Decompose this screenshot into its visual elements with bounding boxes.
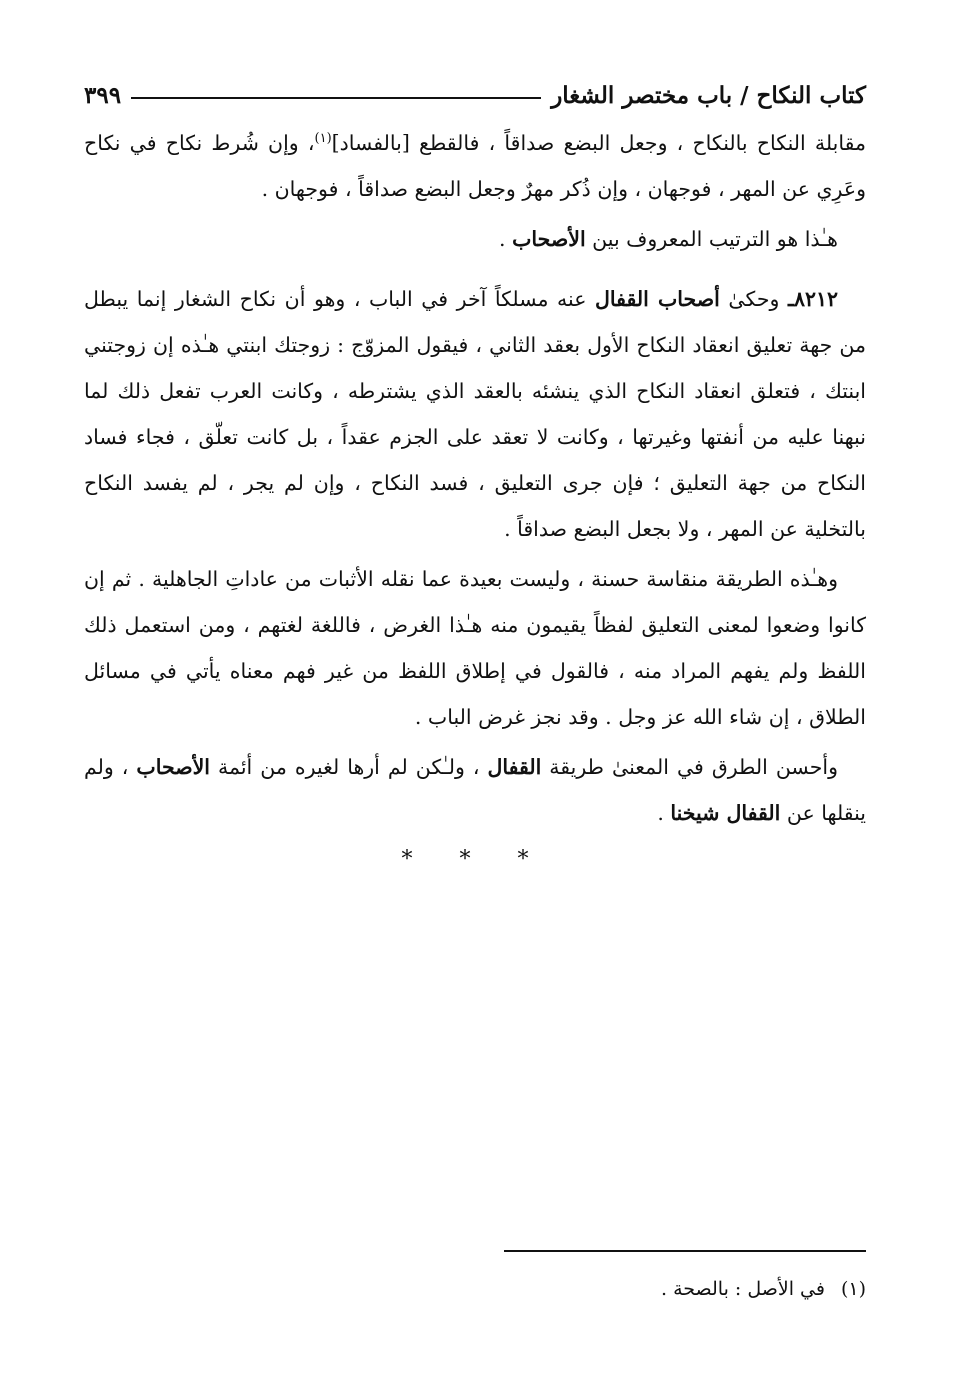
running-header [84, 70, 866, 120]
paragraph-5-text-1: وأحسن الطرق في المعنىٰ طريقة [541, 755, 838, 779]
paragraph-2 [84, 216, 866, 262]
footnote-reference: (١) [314, 131, 332, 147]
paragraph-3-text-1: وحكىٰ [719, 287, 788, 311]
paragraph-4-text: وهـٰذه الطريقة منقاسة حسنة ، وليست بعيدة عما نقله الأثبات من عاداتِ الجاهلية . ثم إن كانوا وضعوا لمعنى التعليق لفظاً يقيمون منه هـٰذا الغرض ، فاللغة لغتهم ، ومن استعمل ذلك اللفظ ولم يفهم المراد منه ، فالقول في إطلاق اللفظ من غير فهم معناه يأتي في مسائل الطلاق ، إن شاء الله عز وجل . وقد نجز غرض الباب . [84, 567, 866, 729]
document-page [84, 70, 866, 1360]
issue-number: ٨٢١٢ـ [787, 287, 839, 311]
paragraph-5-text-2: ، ولـٰكن لم أرها لغيره من أئمة [210, 755, 488, 779]
paragraph-2-bold: الأصحاب [512, 227, 586, 251]
chapter-title: كتاب النكاح / باب مختصر الشغار [551, 81, 866, 109]
paragraph-3-bold-1: أصحاب القفال [595, 287, 720, 311]
paragraph-1 [84, 120, 866, 212]
header-rule [131, 97, 541, 99]
paragraph-5-bold-3: القفال شيخنا [670, 801, 781, 825]
paragraph-5-bold-2: الأصحاب [136, 755, 210, 779]
paragraph-5 [84, 744, 866, 836]
paragraph-2-text: هـٰذا هو الترتيب المعروف بين [585, 227, 838, 251]
paragraph-4 [84, 556, 866, 740]
footnote-number: (١) [840, 1278, 866, 1300]
footnote [661, 1278, 866, 1300]
body-text [84, 120, 866, 880]
paragraph-3 [84, 276, 866, 552]
paragraph-3-text-2: عنه مسلكاً آخر في الباب ، وهو أن نكاح الشغار إنما يبطل من جهة تعليق انعقاد النكاح الأول بعقد الثاني ، فيقول المزوّج : زوجتك ابنتي هـٰذه إن زوجتني ابنتك ، فتعلق انعقاد النكاح الذي ينشئه بالعقد الذي يشترطه ، وكانت العرب تفعل ذلك لما نبهنا عليه من أنفتها وغيرتها ، وكانت لا تعقد على الجزم عقداً ، بل كانت تعلّق ، فجاء فساد النكاح من جهة التعليق ؛ فإن جرى التعليق ، فسد النكاح ، وإن لم يجر ، لم يفسد النكاح بالتخلية عن المهر ، ولا بجعل البضع صداقاً . [84, 287, 866, 541]
paragraph-5-text-4: . [657, 801, 671, 825]
paragraph-1-part-2: ، وإن شُرط نكاح في نكاح وعَرِي عن المهر ، فوجهان ، وإن ذُكر مهرٌ وجعل البضع صداقاً ، فوجهان . [84, 131, 866, 201]
paragraph-2-end: . [499, 227, 513, 251]
paragraph-5-text-3: ، ولم ينقلها عن [84, 755, 866, 825]
footnote-rule [504, 1250, 866, 1252]
footnote-text: في الأصل : بالصحة . [660, 1278, 825, 1300]
paragraph-5-bold-1: القفال [487, 755, 542, 779]
page-number: ٣٩٩ [84, 81, 122, 109]
paragraph-1-part-1: مقابلة النكاح بالنكاح ، وجعل البضع صداقاً ، فالقطع [بالفساد] [331, 131, 866, 155]
section-separator: * * * [401, 847, 549, 872]
